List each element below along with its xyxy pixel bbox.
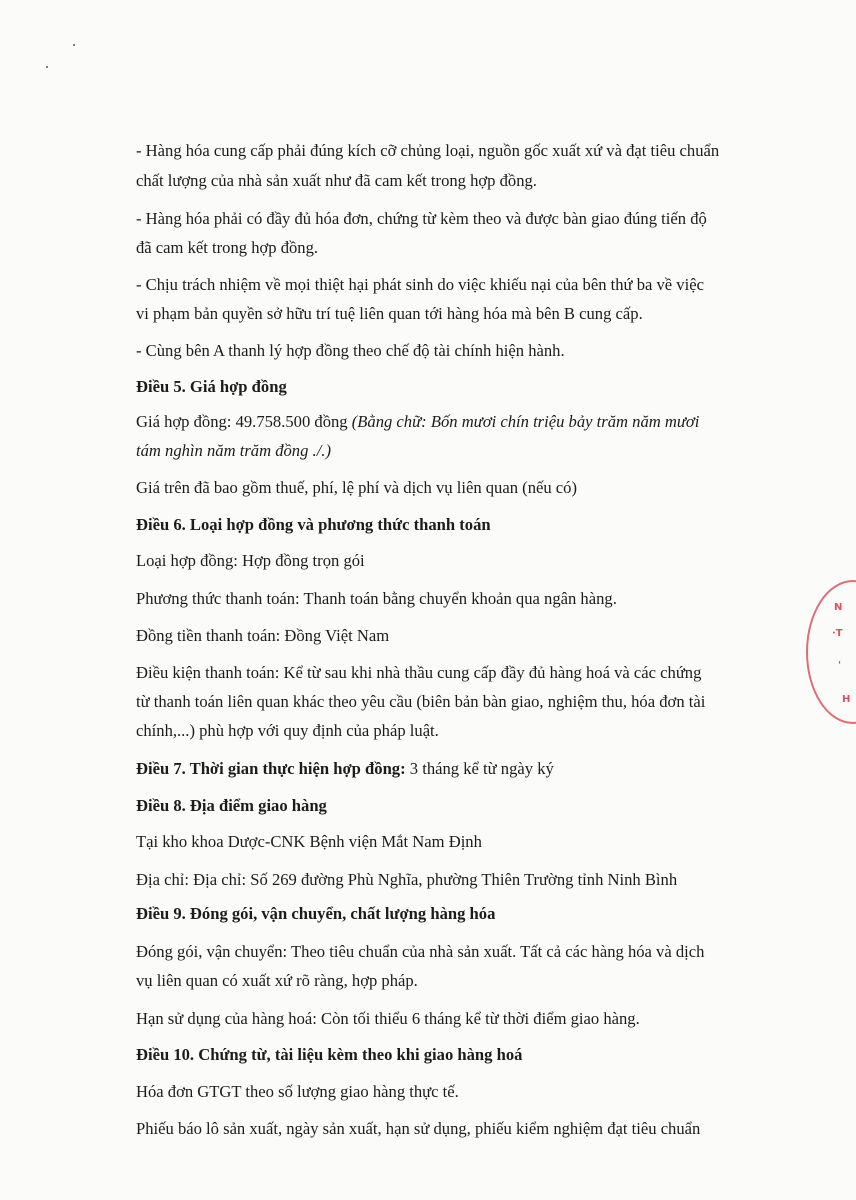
body-line: Phương thức thanh toán: Thanh toán bằng chuyển khoản qua ngân hàng. xyxy=(136,589,617,608)
body-line: vi phạm bản quyền sở hữu trí tuệ liên quan tới hàng hóa mà bên B cung cấp. xyxy=(136,304,643,323)
body-line: vụ liên quan có xuất xứ rõ ràng, hợp pháp. xyxy=(136,971,418,990)
contract-price-line xyxy=(136,412,699,432)
article-9-heading: Điều 9. Đóng gói, vận chuyển, chất lượng hàng hóa xyxy=(136,904,496,923)
article-10-heading: Điều 10. Chứng từ, tài liệu kèm theo khi giao hàng hoá xyxy=(136,1045,523,1064)
seal-mark: H xyxy=(842,694,851,705)
seal-mark: ·T xyxy=(832,628,843,639)
body-line: từ thanh toán liên quan khác theo yêu cầu (biên bản bàn giao, nghiệm thu, hóa đơn tài xyxy=(136,692,706,711)
body-line: Đồng tiền thanh toán: Đồng Việt Nam xyxy=(136,626,390,645)
price-in-words-cont: tám nghìn năm trăm đồng ./.) xyxy=(136,441,331,460)
body-line: Điều kiện thanh toán: Kể từ sau khi nhà thầu cung cấp đầy đủ hàng hoá và các chứng xyxy=(136,663,702,682)
body-line: - Hàng hóa phải có đầy đủ hóa đơn, chứng từ kèm theo và được bàn giao đúng tiến độ xyxy=(136,209,707,228)
body-line: Đóng gói, vận chuyển: Theo tiêu chuẩn của nhà sản xuất. Tất cả các hàng hóa và dịch xyxy=(136,942,705,961)
body-line: Giá trên đã bao gồm thuế, phí, lệ phí và dịch vụ liên quan (nếu có) xyxy=(136,478,577,497)
contract-price-label: Giá hợp đồng: 49.758.500 đồng xyxy=(136,412,352,431)
body-line: Tại kho khoa Dược-CNK Bệnh viện Mắt Nam Định xyxy=(136,832,482,851)
article-7-value: 3 tháng kể từ ngày ký xyxy=(405,759,554,778)
article-8-heading: Điều 8. Địa điểm giao hàng xyxy=(136,796,327,815)
body-line: chính,...) phù hợp với quy định của pháp luật. xyxy=(136,721,439,740)
body-line: Loại hợp đồng: Hợp đồng trọn gói xyxy=(136,551,365,570)
seal-mark: N xyxy=(834,602,843,613)
article-7-line xyxy=(136,759,554,779)
body-line: chất lượng của nhà sản xuất như đã cam kết trong hợp đồng. xyxy=(136,171,537,190)
price-in-words: (Bằng chữ: Bốn mươi chín triệu bảy trăm năm mươi xyxy=(351,412,700,431)
article-6-heading: Điều 6. Loại hợp đồng và phương thức thanh toán xyxy=(136,515,491,534)
article-7-heading: Điều 7. Thời gian thực hiện hợp đồng: xyxy=(136,759,406,778)
body-line: - Hàng hóa cung cấp phải đúng kích cỡ chủng loại, nguồn gốc xuất xứ và đạt tiêu chuẩn xyxy=(136,141,720,160)
scan-speck xyxy=(46,66,48,68)
article-5-heading: Điều 5. Giá hợp đồng xyxy=(136,377,287,396)
body-line: Hạn sử dụng của hàng hoá: Còn tối thiểu 6 tháng kể từ thời điểm giao hàng. xyxy=(136,1009,640,1028)
body-line: Địa chỉ: Địa chỉ: Số 269 đường Phù Nghĩa, phường Thiên Trường tỉnh Ninh Bình xyxy=(136,870,678,889)
body-line: đã cam kết trong hợp đồng. xyxy=(136,238,319,257)
scan-speck xyxy=(73,44,75,46)
body-line: Phiếu báo lô sản xuất, ngày sản xuất, hạn sử dụng, phiếu kiểm nghiệm đạt tiêu chuẩn xyxy=(136,1119,701,1138)
body-line: - Chịu trách nhiệm về mọi thiệt hại phát sinh do việc khiếu nại của bên thứ ba về việc xyxy=(136,275,704,294)
seal-mark: ' xyxy=(838,660,842,671)
body-line: - Cùng bên A thanh lý hợp đồng theo chế độ tài chính hiện hành. xyxy=(136,341,565,360)
body-line: Hóa đơn GTGT theo số lượng giao hàng thực tế. xyxy=(136,1082,459,1101)
